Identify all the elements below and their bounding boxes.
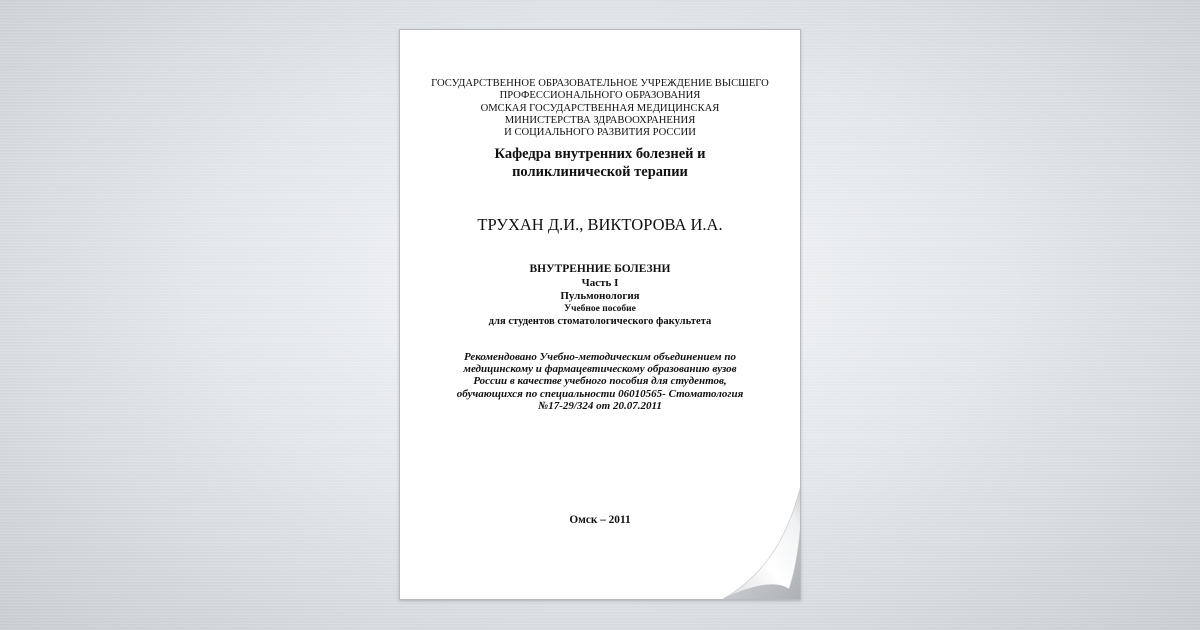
- department-line: Кафедра внутренних болезней и: [494, 146, 706, 162]
- title-audience: для студентов стоматологического факультета: [488, 315, 712, 327]
- title-main: ВНУТРЕННИЕ БОЛЕЗНИ: [529, 263, 671, 275]
- recommendation-line: России в качестве учебного пособия для студентов,: [473, 375, 727, 388]
- recommendation-line: обучающихся по специальности 06010565- Стоматология: [456, 387, 744, 400]
- recommendation-note: [400, 351, 800, 412]
- document-page: [399, 29, 801, 600]
- recommendation-line: Рекомендовано Учебно-методическим объединением по: [464, 351, 736, 363]
- title-block: [400, 263, 800, 328]
- city-year: Омск – 2011: [569, 514, 631, 526]
- title-part: Часть I: [581, 276, 619, 289]
- ministry-line: ГОСУДАРСТВЕННОЕ ОБРАЗОВАТЕЛЬНОЕ УЧРЕЖДЕНИЕ ВЫСШЕГО: [431, 78, 769, 89]
- title-subject: Пульмонология: [560, 289, 640, 302]
- recommendation-line: №17-29/324 от 20.07.2011: [538, 399, 662, 412]
- ministry-line: ПРОФЕССИОНАЛЬНОГО ОБРАЗОВАНИЯ: [499, 90, 701, 102]
- department-line: поликлинической терапии: [512, 164, 688, 180]
- ministry-header: [400, 78, 800, 139]
- page-curl-icon: [721, 485, 801, 600]
- ministry-line: ОМСКАЯ ГОСУДАРСТВЕННАЯ МЕДИЦИНСКАЯ: [480, 102, 720, 114]
- recommendation-line: медицинскому и фармацевтическому образованию вузов: [463, 363, 737, 376]
- department-heading: [400, 145, 800, 181]
- title-kind: Учебное пособие: [564, 303, 636, 314]
- ministry-line: И СОЦИАЛЬНОГО РАЗВИТИЯ РОССИИ: [504, 127, 696, 139]
- ministry-line: МИНИСТЕРСТВА ЗДРАВООХРАНЕНИЯ: [504, 114, 696, 126]
- authors: ТРУХАН Д.И., ВИКТОРОВА И.А.: [477, 215, 723, 234]
